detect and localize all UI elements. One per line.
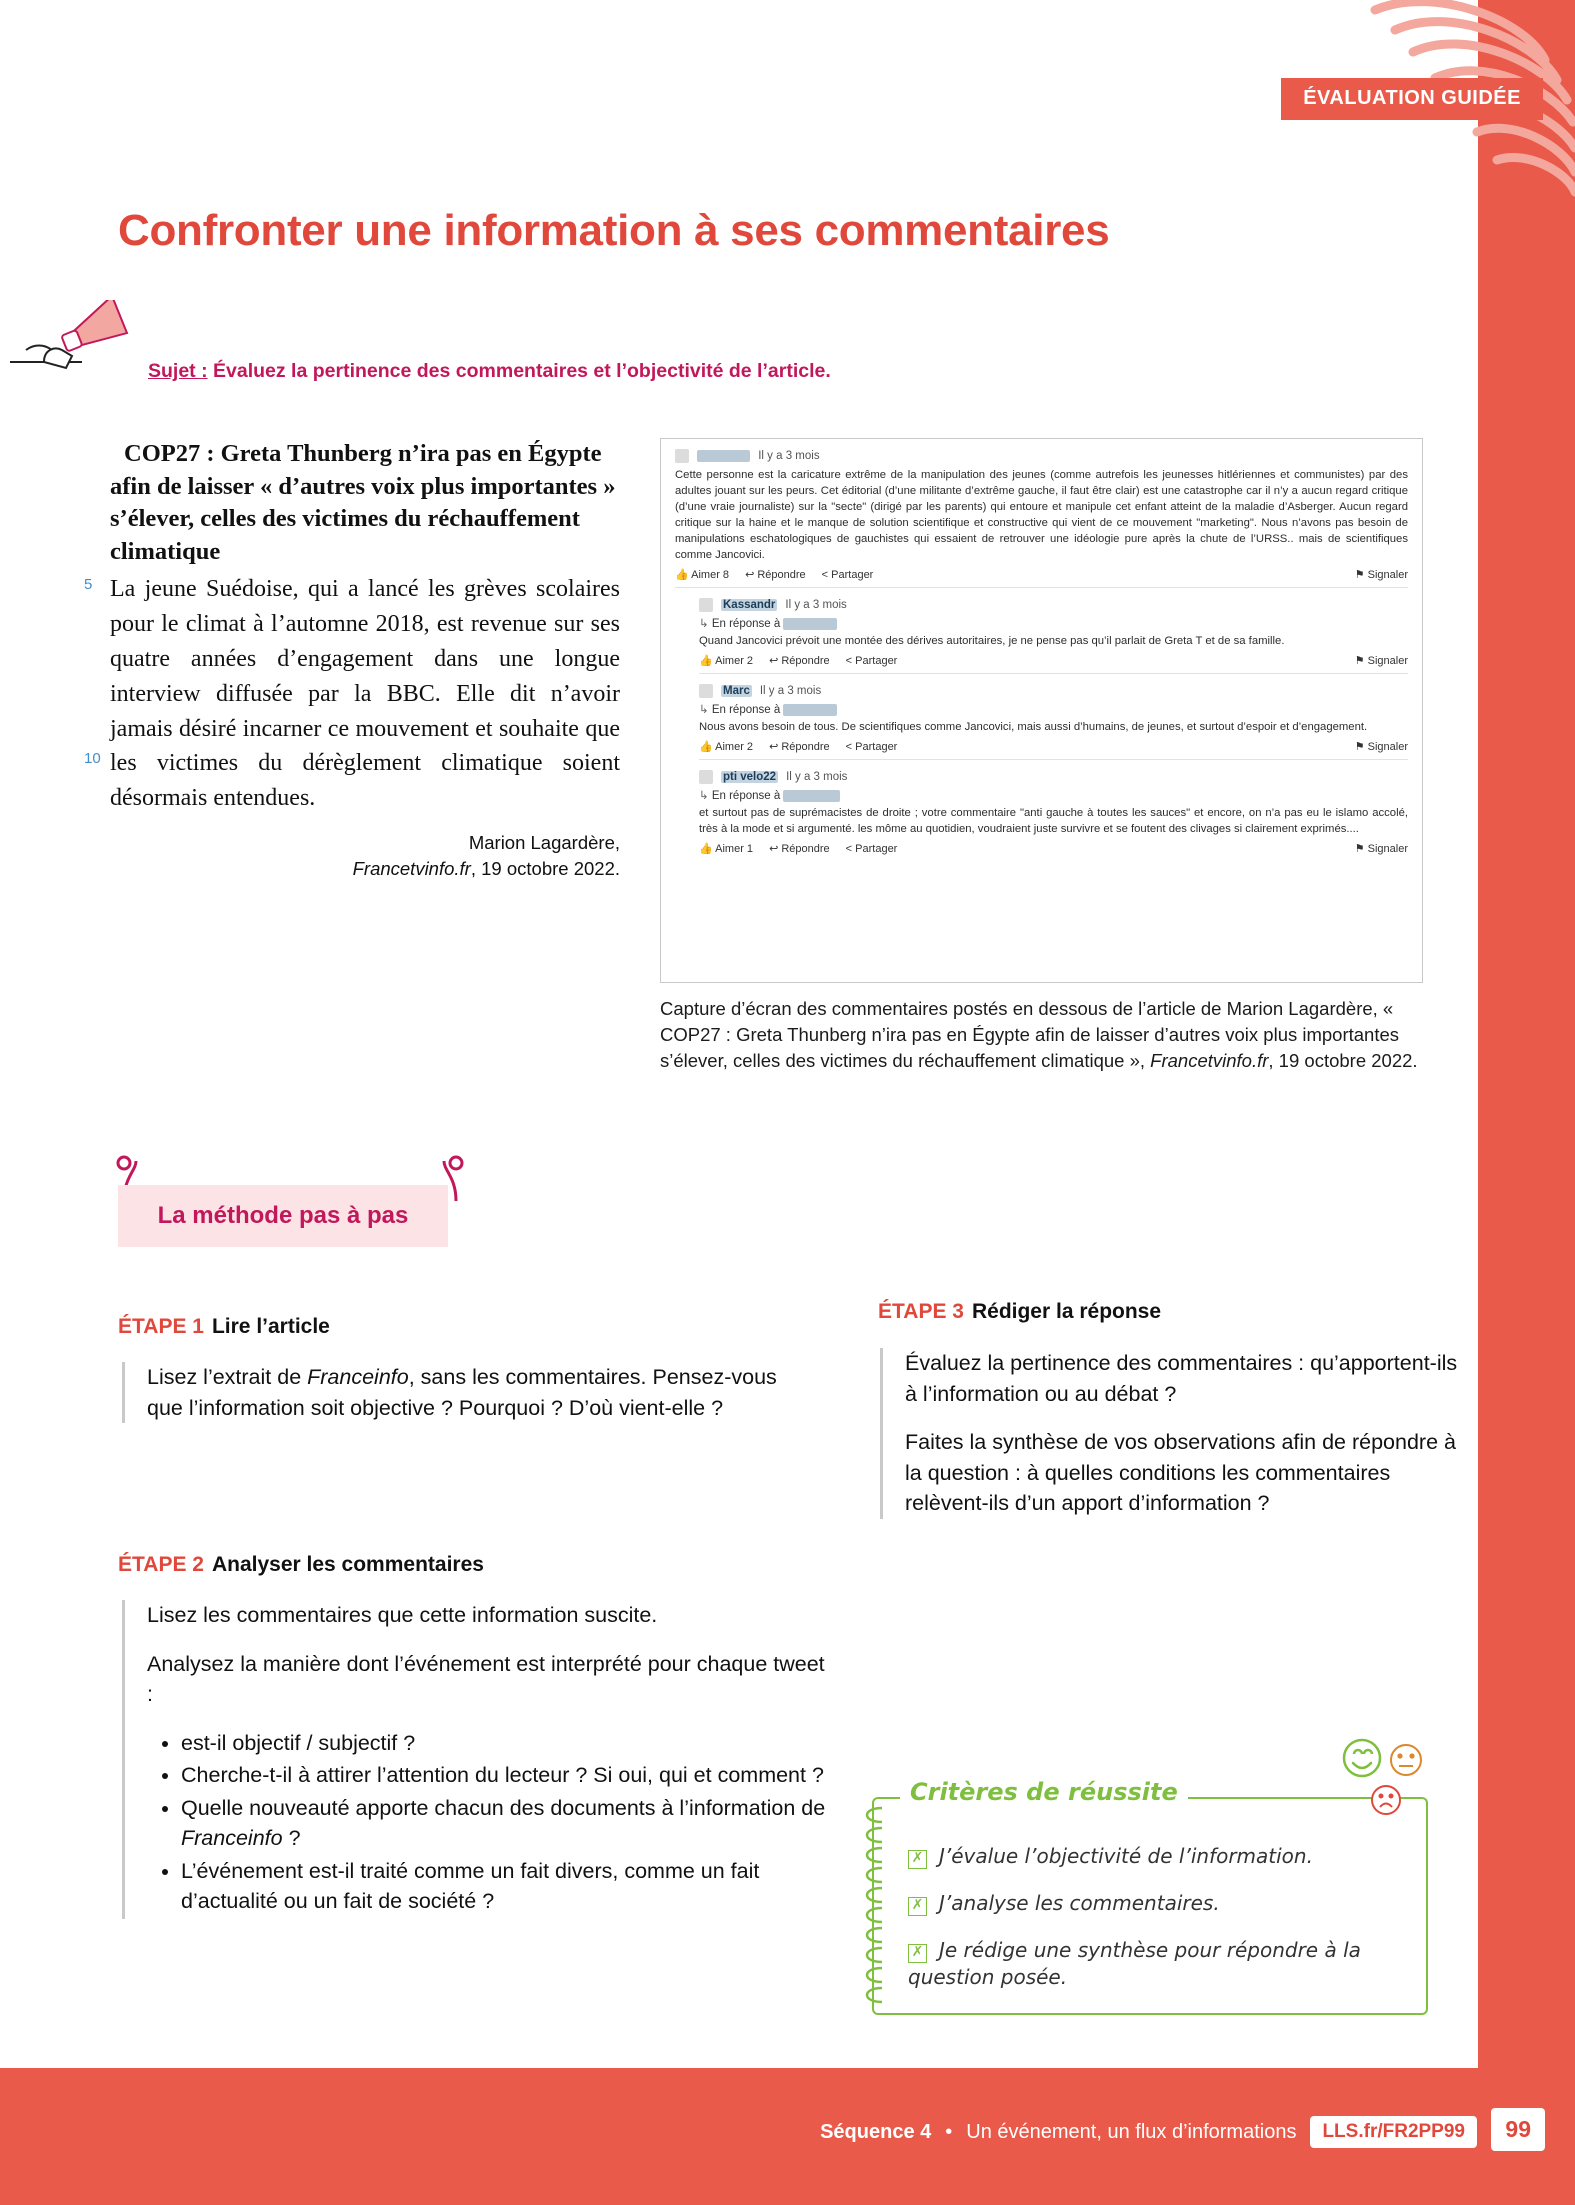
- comment-text: Quand Jancovici prévoit une montée des dérives autoritaires, je ne pense pas qu’il parlait de Greta T et de sa famille.: [699, 635, 1285, 648]
- comment-timestamp: Il y a 3 mois: [786, 771, 848, 784]
- footer-bullet: •: [945, 2120, 953, 2143]
- avatar: [699, 684, 713, 698]
- step-3-paragraph-1: Évaluez la pertinence des commentaires : qu’apportent-ils à l’information ou au débat ?: [905, 1351, 1458, 1406]
- reply-button[interactable]: ↩ Répondre: [769, 655, 830, 668]
- avatar: [699, 598, 713, 612]
- list-item: • Cherche-t-il à attirer l’attention du lecteur ? Si oui, qui et comment ?: [181, 1760, 827, 1791]
- step-3-title: Rédiger la réponse: [971, 1300, 1162, 1323]
- report-button[interactable]: ⚑ Signaler: [1354, 569, 1408, 582]
- criteria-item[interactable]: [908, 1937, 1378, 1991]
- reply-target-username: [783, 618, 836, 630]
- article-credit: [110, 830, 620, 882]
- caption-part-2: , 19 octobre 2022.: [1268, 1049, 1418, 1071]
- step-1-body: [122, 1362, 797, 1423]
- comment-timestamp: Il y a 3 mois: [759, 685, 822, 698]
- credit-date: , 19 octobre 2022.: [470, 857, 620, 879]
- reply-button[interactable]: ↩ Répondre: [745, 569, 806, 582]
- step-1-header: [118, 1315, 330, 1339]
- reply-button[interactable]: ↩ Répondre: [769, 843, 830, 856]
- report-button[interactable]: ⚑ Signaler: [1354, 655, 1408, 668]
- divider: [699, 673, 1408, 674]
- reply-to-label: ↳ En réponse à: [699, 616, 1408, 630]
- avatar: [699, 770, 713, 784]
- criteria-item-label: J’évalue l’objectivité de l’information.: [939, 1844, 1313, 1868]
- step-3-number: ÉTAPE 3: [878, 1300, 964, 1323]
- criteria-item[interactable]: [908, 1843, 1408, 1870]
- step-2-body: [122, 1600, 827, 1919]
- step-2-paragraph-2: Analysez la manière dont l’événement est interprété pour chaque tweet :: [147, 1651, 825, 1707]
- comment-text: Cette personne est la caricature extrême de la manipulation des jeunes (comme autrefois les jeunesses hitlériennes et communistes) par des adultes jouant sur les peurs. Cet éditorial (d’une militante d’extrême gauche, il faut être clair) est une catastrophe car il n’y a aucun regard critique (d’une vraie journaliste) sur la "secte" (dirigé par les parents) qui entoure et manipule cet enfant atteint de la maladie d’Asberger. Aucun regard critique sur la haine et le manque de solution scientifique et constructive qui vient de ce mouvement "marketing". Nous n’avons pas besoin de manipulations eschatologiques de gauchistes qui essaient de retrouver une idéologie pure après la chute de l’URSS.. mais de scientifiques comme Jancovici.: [675, 469, 1408, 562]
- article-column: [84, 438, 620, 882]
- megaphone-icon: [8, 300, 158, 385]
- line-number-10: 10: [84, 750, 101, 768]
- screenshot-caption: [660, 996, 1422, 1074]
- comment-actions: [699, 740, 1408, 753]
- divider: [675, 587, 1408, 588]
- step-3-body: [880, 1348, 1465, 1519]
- credit-author: Marion Lagardère,: [468, 831, 620, 853]
- criteria-item-label: Je rédige une synthèse pour répondre à la question posée.: [908, 1938, 1361, 1989]
- criteria-title: Critères de réussite: [900, 1778, 1188, 1806]
- criteria-item-label: J’analyse les commentaires.: [939, 1891, 1220, 1915]
- comments-screenshot: [660, 438, 1423, 983]
- evaluation-banner: ÉVALUATION GUIDÉE: [1281, 78, 1543, 120]
- credit-source: Francetvinfo.fr: [352, 857, 471, 879]
- comment-username: pti velo22: [723, 771, 777, 784]
- article-paragraph: La jeune Suédoise, qui a lancé les grèves scolaires pour le climat à l’automne 2018, est revenue sur ses quatre années d’engagement dans une longue interview diffusée par la BBC. Elle dit n’avoir jamais désiré incarner ce mouvement et souhaite que les victimes du dérèglement climatique soient désormais entendues.: [110, 576, 620, 812]
- caption-source: Francetvinfo.fr: [1150, 1049, 1269, 1071]
- reply-button[interactable]: ↩ Répondre: [769, 741, 830, 754]
- like-button[interactable]: 👍 Aimer 2: [699, 655, 754, 668]
- list-item: • Quelle nouveauté apporte chacun des documents à l’information de Franceinfo ?: [181, 1793, 827, 1854]
- like-button[interactable]: 👍 Aimer 2: [699, 741, 754, 754]
- reply-target-username: [783, 704, 836, 716]
- footer-sequence: Séquence 4: [820, 2120, 932, 2143]
- reply-to-label: ↳ En réponse à: [699, 702, 1408, 716]
- step-2-bullet-list: [147, 1728, 827, 1917]
- step-1-paragraph-1: Lisez l’extrait de Franceinfo, sans les commentaires. Pensez-vous que l’information soit objective ? Pourquoi ? D’où vient-elle ?: [147, 1365, 777, 1420]
- reply-to-label: ↳ En réponse à: [699, 788, 1408, 802]
- comment-item: [699, 684, 1408, 760]
- list-item: • L’événement est-il traité comme un fait divers, comme un fait d’actualité ou un fait de société ?: [181, 1856, 827, 1917]
- comment-header: [699, 770, 1408, 784]
- comment-username: Kassandr: [723, 599, 776, 612]
- page-title: Confronter une information à ses commentaires: [118, 206, 1110, 255]
- share-button[interactable]: < Partager: [845, 842, 898, 855]
- comment-item: [699, 770, 1408, 855]
- report-button[interactable]: ⚑ Signaler: [1354, 741, 1408, 754]
- comment-item: [675, 449, 1408, 588]
- method-box: [118, 1185, 448, 1247]
- step-3-header: [878, 1300, 1161, 1324]
- checkbox-icon[interactable]: ✗: [908, 1850, 927, 1869]
- checkbox-icon[interactable]: ✗: [908, 1897, 927, 1916]
- comment-text: Nous avons besoin de tous. De scientifiques comme Jancovici, mais aussi d’humains, de jeunes, et surtout d’espoir et d’engagement.: [699, 721, 1368, 734]
- method-label: La méthode pas à pas: [157, 1202, 409, 1229]
- checkbox-icon[interactable]: ✗: [908, 1944, 927, 1963]
- report-button[interactable]: ⚑ Signaler: [1354, 843, 1408, 856]
- article-headline: COP27 : Greta Thunberg n’ira pas en Égypte afin de laisser « d’autres voix plus importantes » s’élever, celles des victimes du réchauffement climatique: [110, 440, 616, 565]
- subject-label: Sujet :: [148, 360, 208, 382]
- share-button[interactable]: < Partager: [821, 568, 874, 581]
- criteria-item[interactable]: [908, 1890, 1408, 1917]
- comment-actions: [699, 654, 1408, 667]
- subject-text: Évaluez la pertinence des commentaires et l’objectivité de l’article.: [207, 360, 831, 382]
- page-footer: [0, 2068, 1575, 2205]
- step-2-header: [118, 1553, 484, 1577]
- comment-header: [699, 598, 1408, 612]
- comment-actions: [675, 568, 1408, 581]
- step-3-paragraph-2: Faites la synthèse de vos observations afin de répondre à la question : à quelles conditions les commentaires relèvent-ils d’un apport d’information ?: [905, 1430, 1456, 1516]
- share-button[interactable]: < Partager: [845, 654, 898, 667]
- reply-target-username: [783, 790, 839, 802]
- comment-text: et surtout pas de suprémacistes de droite ; votre commentaire "anti gauche à toutes les sauces" et encore, on n’a pas eu le islamo accolé, très à la mode et si argumenté. les môme au quotidien, voudraient juste survivre et se foutent des clivages si clairement exprimés....: [699, 807, 1408, 836]
- article-body: [84, 572, 620, 816]
- line-number-5: 5: [84, 576, 93, 594]
- comment-header: [675, 449, 1408, 463]
- avatar: [675, 449, 689, 463]
- step-1-number: ÉTAPE 1: [118, 1315, 204, 1338]
- comment-username: [697, 450, 750, 462]
- smiley-icons: [1340, 1738, 1440, 1828]
- list-item: • est-il objectif / subjectif ?: [181, 1728, 827, 1759]
- caption-part-1: Capture d’écran des commentaires postés en dessous de l’article de Marion Lagardère, « COP27 : Greta Thunberg n’ira pas en Égypte afin de laisser d’autres voix plus importantes s’élever, celles des victimes du réchauffement climatique »,: [660, 998, 1400, 1071]
- comment-item: [699, 598, 1408, 674]
- step-2-paragraph-1: Lisez les commentaires que cette information suscite.: [147, 1603, 658, 1627]
- comment-timestamp: Il y a 3 mois: [785, 599, 847, 612]
- comment-header: [699, 684, 1408, 698]
- like-button[interactable]: 👍 Aimer 1: [699, 843, 754, 856]
- footer-text: [820, 2116, 1477, 2148]
- like-button[interactable]: 👍 Aimer 8: [675, 569, 730, 582]
- step-1-title: Lire l’article: [211, 1315, 330, 1338]
- comment-actions: [699, 842, 1408, 855]
- page-number: 99: [1491, 2108, 1545, 2151]
- footer-code-link[interactable]: LLS.fr/FR2PP99: [1310, 2116, 1477, 2148]
- footer-subtitle: Un événement, un flux d’informations: [966, 2120, 1297, 2143]
- step-2-title: Analyser les commentaires: [211, 1553, 484, 1576]
- comment-username: Marc: [723, 685, 750, 698]
- share-button[interactable]: < Partager: [845, 740, 898, 753]
- divider: [699, 759, 1408, 760]
- step-2-number: ÉTAPE 2: [118, 1553, 204, 1576]
- comment-timestamp: Il y a 3 mois: [758, 450, 820, 462]
- subject-line: [148, 360, 1148, 383]
